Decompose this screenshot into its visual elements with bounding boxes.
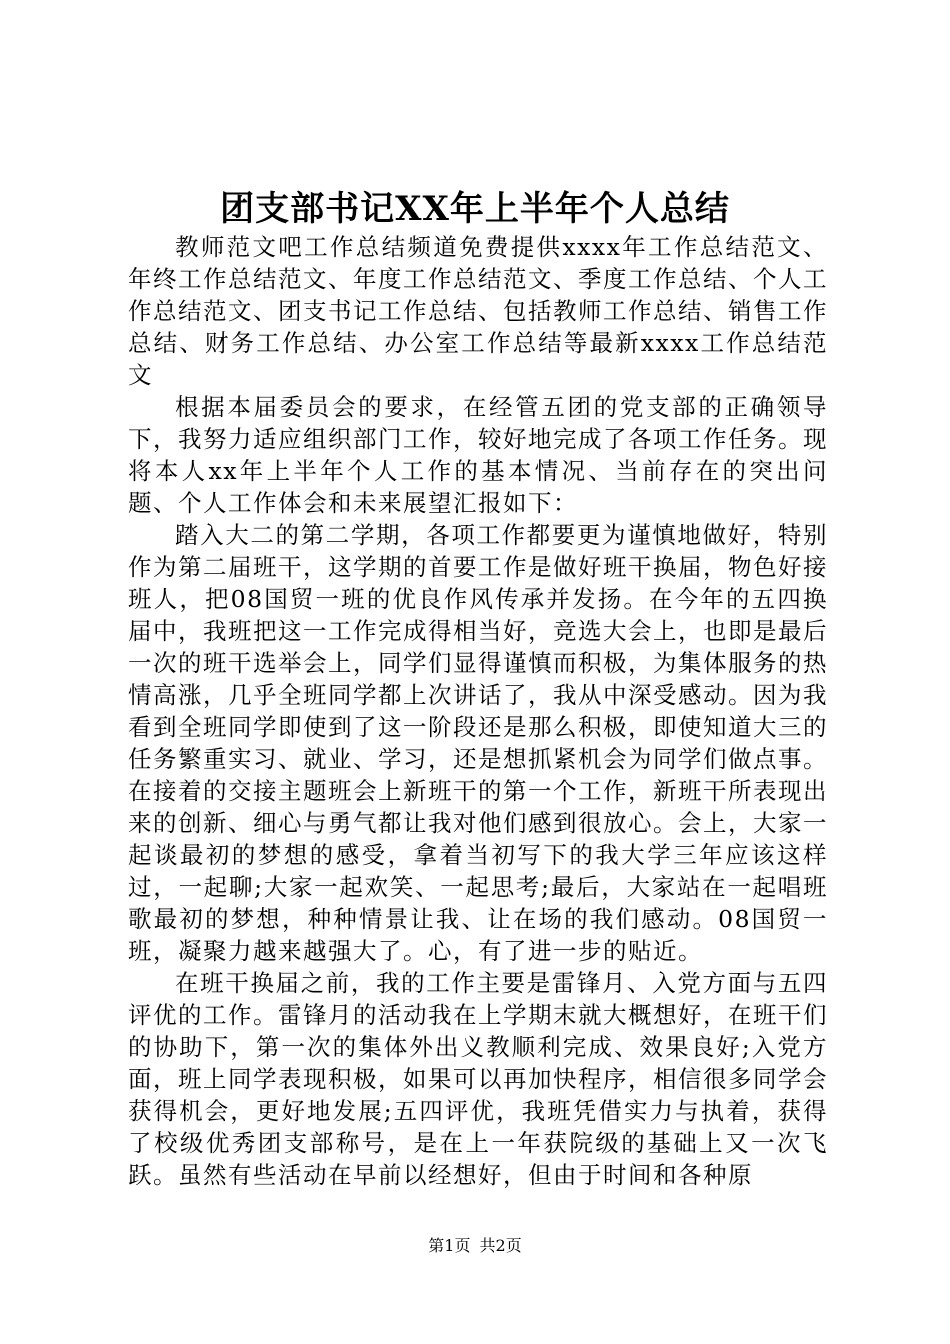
page-total: 共2页 <box>479 1236 522 1255</box>
document-body <box>128 231 828 1191</box>
document-title: 团支部书记XX年上半年个人总结 <box>220 189 730 229</box>
page-footer <box>0 1236 950 1256</box>
paragraph-intro: 教师范文吧工作总结频道免费提供xxxx年工作总结范文、年终工作总结范文、年度工作总结范文、季度工作总结、个人工作总结范文、团支书记工作总结、包括教师工作总结、销售工作总结、财务工作总结、办公室工作总结等最新xxxx工作总结范文 <box>128 233 828 389</box>
paragraph-work-before-election: 在班干换届之前，我的工作主要是雷锋月、入党方面与五四评优的工作。雷锋月的活动我在上学期末就大概想好，在班干们的协助下，第一次的集体外出义教顺利完成、效果良好;入党方面，班上同学表现积极，如果可以再加快程序，相信很多同学会获得机会，更好地发展;五四评优，我班凭借实力与执着，获得了校级优秀团支部称号，是在上一年获院级的基础上又一次飞跃。虽然有些活动在早前以经想好，但由于时间和各种原 <box>128 969 828 1189</box>
page-number: 第1页 <box>428 1236 471 1255</box>
paragraph-class-election: 踏入大二的第二学期，各项工作都要更为谨慎地做好，特别作为第二届班干，这学期的首要工作是做好班干换届，物色好接班人，把08国贸一班的优良作风传承并发扬。在今年的五四换届中，我班把这一工作完成得相当好，竞选大会上，也即是最后一次的班干选举会上，同学们显得谨慎而积极，为集体服务的热情高涨，几乎全班同学都上次讲话了，我从中深受感动。因为我看到全班同学即使到了这一阶段还是那么积极，即使知道大三的任务繁重实习、就业、学习，还是想抓紧机会为同学们做点事。在接着的交接主题班会上新班干的第一个工作，新班干所表现出来的创新、细心与勇气都让我对他们感到很放心。会上，大家一起谈最初的梦想的感受，拿着当初写下的我大学三年应该这样过，一起聊;大家一起欢笑、一起思考;最后，大家站在一起唱班歌最初的梦想，种种情景让我、让在场的我们感动。08国贸一班，凝聚力越来越强大了。心，有了进一步的贴近。 <box>128 521 828 965</box>
paragraph-opening: 根据本届委员会的要求，在经管五团的党支部的正确领导下，我努力适应组织部门工作，较好地完成了各项工作任务。现将本人xx年上半年个人工作的基本情况、当前存在的突出问题、个人工作体会和未来展望汇报如下： <box>128 393 828 517</box>
